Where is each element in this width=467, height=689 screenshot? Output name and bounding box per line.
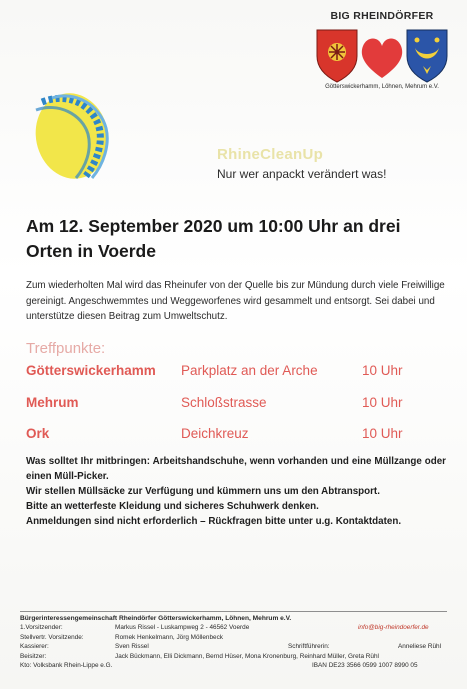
note-line: Bitte an wetterfeste Kleidung und sicheres Schuhwerk denken. <box>26 501 319 512</box>
footer-divider <box>20 611 447 612</box>
vice-value: Romek Henkelmann, Jörg Möllenbeck <box>115 633 223 641</box>
brand-tagline: Nur wer anpackt verändert was! <box>217 167 387 181</box>
meeting-point-row <box>26 363 446 383</box>
meeting-place: Ork <box>26 426 50 441</box>
meeting-time: 10 Uhr <box>362 426 403 441</box>
iban: IBAN DE23 3566 0599 1007 8990 05 <box>312 662 418 670</box>
footer-row <box>20 624 447 634</box>
treasurer-label: Kassierer: <box>20 643 49 651</box>
footer <box>20 615 447 672</box>
vice-label: Stellvertr. Vorsitzende: <box>20 633 84 641</box>
meeting-location: Schloßstrasse <box>181 395 267 410</box>
note-line: Anmeldungen sind nicht erforderlich – Rückfragen bitte unter u.g. Kontaktdaten. <box>26 516 402 527</box>
meeting-location: Deichkreuz <box>181 426 249 441</box>
footer-row <box>20 643 447 653</box>
meeting-point-row <box>26 395 446 415</box>
org-places: Götterswickerhamm, Löhnen, Mehrum e.V. <box>325 84 439 90</box>
chair-value: Markus Rissel - Luskampweg 2 - 46562 Voerde <box>115 624 250 631</box>
meeting-time: 10 Uhr <box>362 395 403 410</box>
brand-name: RhineCleanUp <box>217 146 324 163</box>
board-value: Jack Bückmann, Elli Dickmann, Bernd Hüser, Mona Kronenburg, Reinhard Müller, Greta Rühl <box>115 652 379 660</box>
footer-row <box>20 653 447 663</box>
secretary-value: Anneliese Rühl <box>398 643 441 651</box>
meeting-place: Mehrum <box>26 395 79 410</box>
org-name: BIG RHEINDÖRFER <box>330 10 434 22</box>
intro-paragraph: Zum wiederholten Mal wird das Rheinufer von der Quelle bis zur Mündung durch viele Freiwillige gereinigt. Angeschwemmtes und Weggeworfenes wird gesammelt und entsorgt. Sei dabei und unterstütze diesen Beitrag zum Umweltschutz. <box>26 280 445 322</box>
meeting-points-title: Treffpunkte: <box>26 340 106 357</box>
meeting-location: Parkplatz an der Arche <box>181 363 318 378</box>
meeting-point-row <box>26 426 446 446</box>
rhinecleanup-logo-icon <box>28 84 120 184</box>
meeting-time: 10 Uhr <box>362 363 403 378</box>
coat-of-arms-icon <box>313 26 451 84</box>
footer-row <box>20 662 447 672</box>
board-label: Beisitzer: <box>20 652 47 660</box>
event-headline: Am 12. September 2020 um 10:00 Uhr an drei Orten in Voerde <box>26 216 401 261</box>
chair-label: 1.Vorsitzender: <box>20 624 63 631</box>
note-line: Wir stellen Müllsäcke zur Verfügung und kümmern uns um den Abtransport. <box>26 486 380 497</box>
treasurer-value: Sven Rissel <box>115 643 149 651</box>
email-link[interactable]: info@big-rheindoerfer.de <box>358 624 429 631</box>
footer-row <box>20 634 447 644</box>
org-logo <box>313 10 451 106</box>
bank-label: Kto: Volksbank Rhein-Lippe e.G. <box>20 662 113 670</box>
notes-block <box>26 454 446 529</box>
secretary-label: Schriftführerin: <box>288 643 330 651</box>
note-line: Was solltet Ihr mitbringen: Arbeitshandschuhe, wenn vorhanden und eine Müllzange oder einen Müll-Picker. <box>26 456 446 482</box>
meeting-place: Götterswickerhamm <box>26 363 156 378</box>
footer-heading: Bürgerinteressengemeinschaft Rheindörfer Götterswickerhamm, Löhnen, Mehrum e.V. <box>20 615 292 622</box>
